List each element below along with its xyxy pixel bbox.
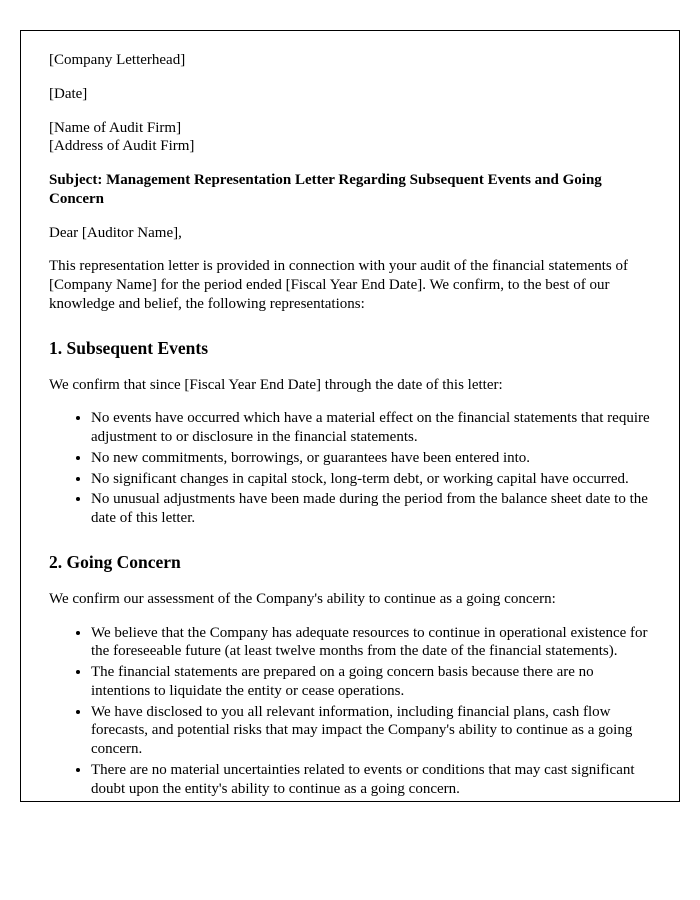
intro-paragraph: This representation letter is provided in connection with your audit of the financial statements of [Company Name] for the period ended [Fiscal Year End Date]. We confirm, to the best of our knowledge and belief, the following representations: xyxy=(49,258,629,312)
date-line: [Date] xyxy=(49,85,88,102)
salutation: Dear [Auditor Name], xyxy=(49,224,182,241)
section-heading-going-concern: 2. Going Concern xyxy=(49,551,181,572)
section-lead-subsequent-events: We confirm that since [Fiscal Year End Date] through the date of this letter: xyxy=(49,376,503,393)
bullet-item: • No unusual adjustments have been made during the period from the balance sheet date to the date of this letter. xyxy=(91,490,651,528)
bullet-item: • We have disclosed to you all relevant information, including financial plans, cash flow forecasts, and potential risks that may impact the Company's ability to continue as a going concern. xyxy=(91,703,651,759)
audit-firm-block xyxy=(49,119,651,157)
letter-page xyxy=(20,30,680,802)
bullet-item: • No significant changes in capital stock, long-term debt, or working capital have occurred. xyxy=(91,470,651,489)
bullet-item: • We believe that the Company has adequate resources to continue in operational existence for the foreseeable future (at least twelve months from the date of the financial statements). xyxy=(91,624,651,662)
bullet-item: • No new commitments, borrowings, or guarantees have been entered into. xyxy=(91,449,651,468)
bullet-item: • The financial statements are prepared on a going concern basis because there are no intentions to liquidate the entity or cease operations. xyxy=(91,663,651,701)
bullet-item: • No events have occurred which have a material effect on the financial statements that require adjustment to or disclosure in the financial statements. xyxy=(91,409,651,447)
section-heading-subsequent-events: 1. Subsequent Events xyxy=(49,337,209,358)
audit-firm-name: [Name of Audit Firm] xyxy=(49,119,182,136)
section-lead-going-concern: We confirm our assessment of the Company's ability to continue as a going concern: xyxy=(49,590,556,607)
audit-firm-address: [Address of Audit Firm] xyxy=(49,138,195,155)
bullet-list-subsequent-events xyxy=(49,409,651,528)
subject-line: Subject: Management Representation Letter Regarding Subsequent Events and Going Concern xyxy=(49,172,602,207)
bullet-item: • There are no material uncertainties related to events or conditions that may cast significant doubt upon the entity's ability to continue as a going concern. xyxy=(91,761,651,799)
company-letterhead: [Company Letterhead] xyxy=(49,52,186,68)
bullet-list-going-concern xyxy=(49,624,651,799)
